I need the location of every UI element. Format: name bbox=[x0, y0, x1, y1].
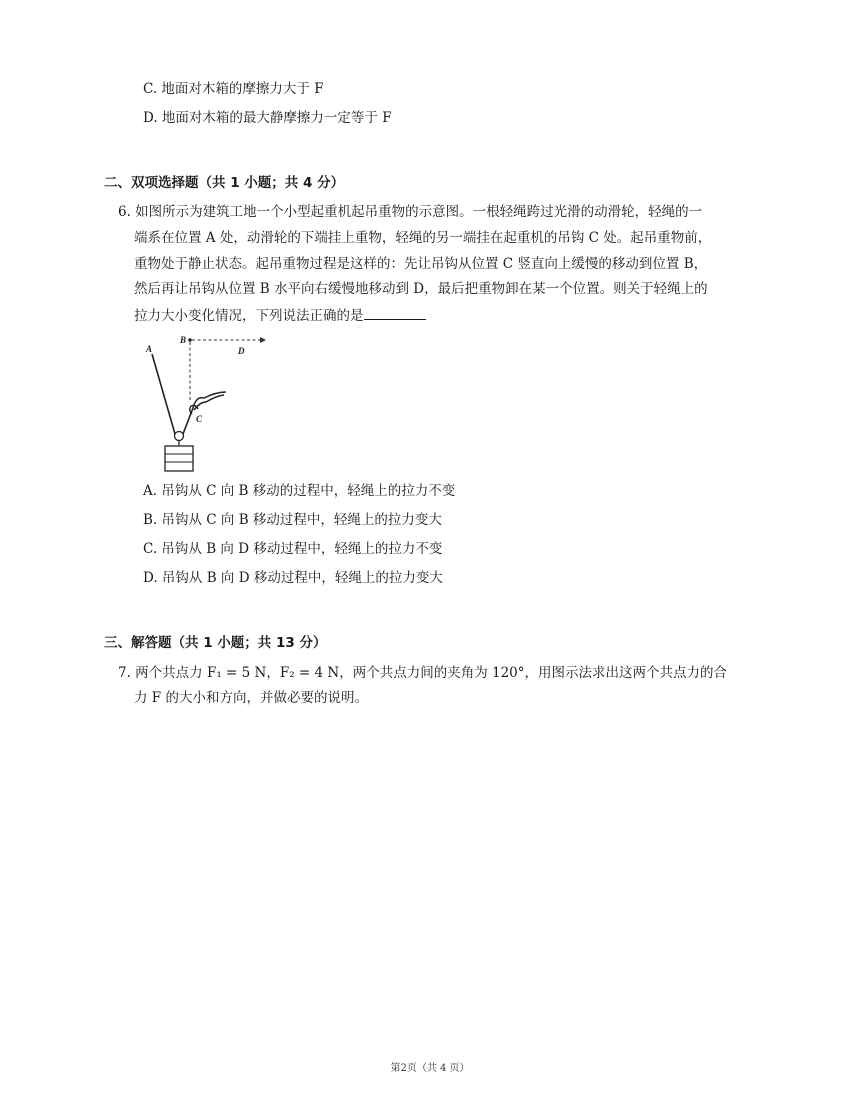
label-a: A bbox=[146, 344, 153, 354]
label-c: C bbox=[196, 414, 203, 424]
q5-option-d: D. 地面对木箱的最大静摩擦力一定等于 F bbox=[143, 110, 392, 126]
q6-option-c: C. 吊钩从 B 向 D 移动过程中，轻绳上的拉力不变 bbox=[143, 541, 443, 557]
rope-left bbox=[152, 354, 175, 434]
q6-line-4: 然后再让吊钩从位置 B 水平向右缓慢地移动到 D，最后把重物卸在某一个位置。则关于轻绳上的 bbox=[134, 281, 708, 297]
label-b: B bbox=[180, 335, 187, 345]
arrow-d bbox=[260, 337, 266, 343]
crane-diagram bbox=[136, 330, 266, 476]
point-b-dot bbox=[188, 338, 192, 342]
hook bbox=[193, 392, 226, 410]
q7-line-1: 7. 两个共点力 F₁ = 5 N，F₂ = 4 N，两个共点力间的夹角为 120°，用图示法求出这两个共点力的合 bbox=[118, 665, 728, 681]
section3-heading: 三、解答题（共 1 小题；共 13 分） bbox=[104, 635, 327, 651]
pulley bbox=[175, 432, 184, 441]
weight-box bbox=[165, 446, 193, 471]
rope-right bbox=[183, 408, 193, 434]
q7-line-2: 力 F 的大小和方向，并做必要的说明。 bbox=[134, 690, 368, 706]
page-footer: 第2页（共 4 页） bbox=[390, 1063, 470, 1074]
q6-line-5 bbox=[134, 305, 426, 325]
label-d: D bbox=[238, 346, 245, 356]
q6-line-2: 端系在位置 A 处，动滑轮的下端挂上重物，轻绳的另一端挂在起重机的吊钩 C 处。起吊重物前， bbox=[134, 230, 712, 246]
q6-option-d: D. 吊钩从 B 向 D 移动过程中，轻绳上的拉力变大 bbox=[143, 570, 443, 586]
section2-heading: 二、双项选择题（共 1 小题；共 4 分） bbox=[104, 175, 345, 191]
q6-option-b: B. 吊钩从 C 向 B 移动过程中，轻绳上的拉力变大 bbox=[143, 512, 442, 528]
q6-line-5-text: 拉力大小变化情况，下列说法正确的是 bbox=[134, 308, 364, 324]
q6-line-3: 重物处于静止状态。起吊重物过程是这样的：先让吊钩从位置 C 竖直向上缓慢的移动到位置 B， bbox=[134, 256, 708, 272]
q5-option-c: C. 地面对木箱的摩擦力大于 F bbox=[143, 81, 324, 97]
q6-line-1: 6. 如图所示为建筑工地一个小型起重机起吊重物的示意图。一根轻绳跨过光滑的动滑轮，轻绳的一 bbox=[118, 204, 703, 220]
answer-blank bbox=[364, 305, 426, 320]
q6-option-a: A. 吊钩从 C 向 B 移动的过程中，轻绳上的拉力不变 bbox=[143, 483, 456, 499]
